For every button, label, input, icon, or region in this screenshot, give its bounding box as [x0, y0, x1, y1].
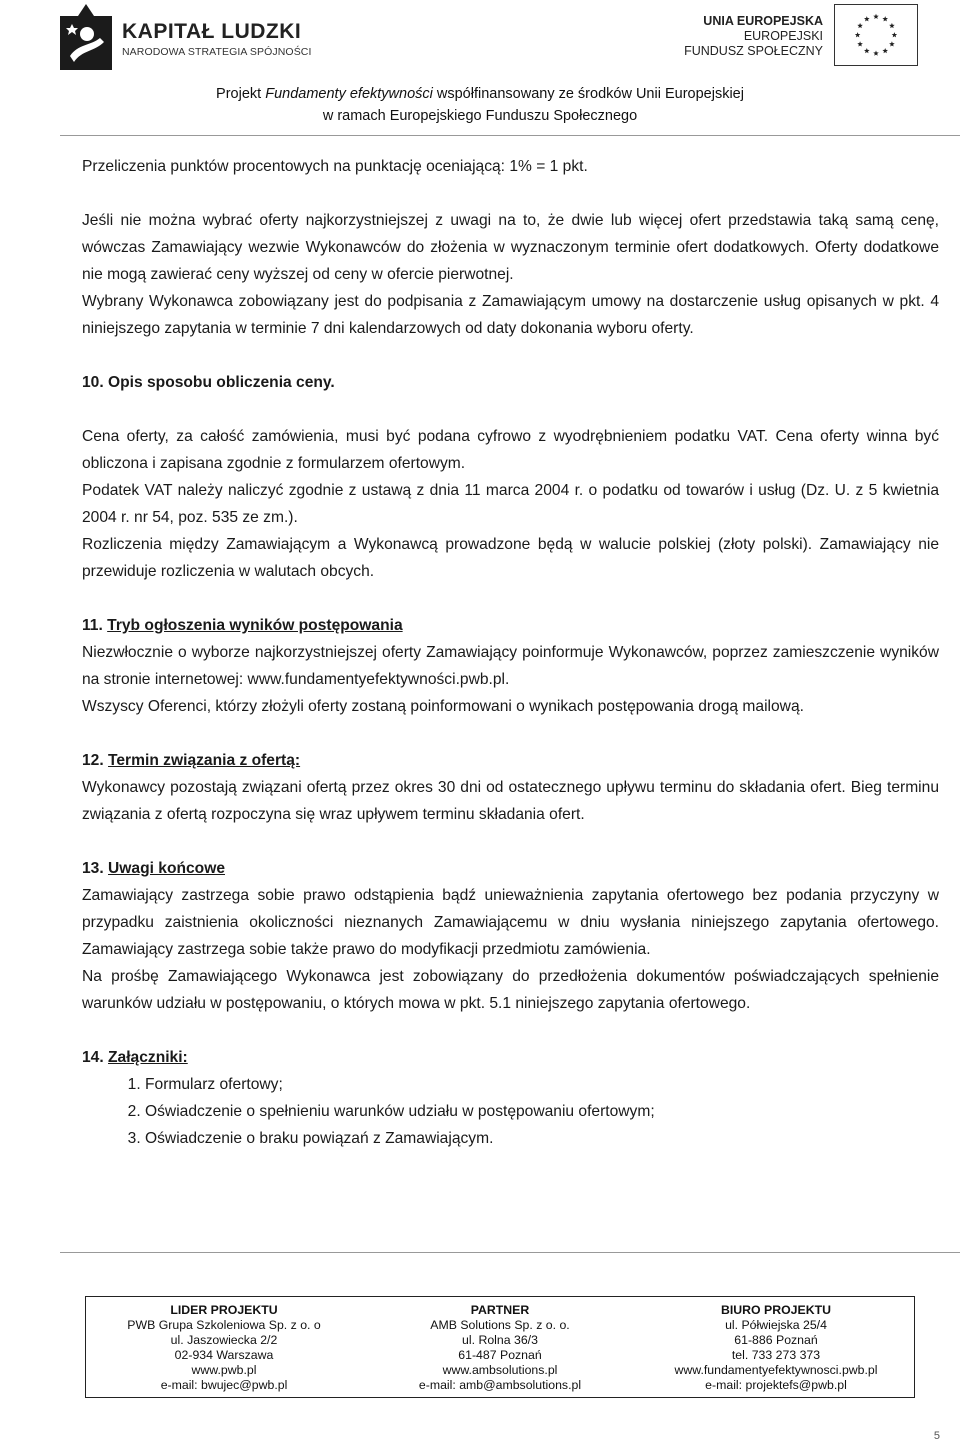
- paragraph-conversion: Przeliczenia punktów procentowych na punktację oceniającą: 1% = 1 pkt.: [82, 158, 588, 175]
- paragraph-contract: Wybrany Wykonawca zobowiązany jest do podpisania z Zamawiającym umowy na dostarczenie usług opisanych w pkt. 4 niniejszego zapytania w terminie 7 dni kalendarzowych od daty dokonania wyboru oferty.: [82, 293, 939, 337]
- section-10-paragraph-1: Cena oferty, za całość zamówienia, musi być podana cyfrowo z wyodrębnieniem podatku VAT. Cena oferty winna być obliczona i zapisana zgodnie z formularzem ofertowym.: [82, 428, 939, 472]
- footer-line: AMB Solutions Sp. z o. o.: [430, 1318, 570, 1332]
- footer-divider: [60, 1252, 960, 1253]
- footer-email[interactable]: e-mail: projektefs@pwb.pl: [705, 1378, 847, 1392]
- section-10-paragraph-2: Podatek VAT należy naliczyć zgodnie z ustawą z dnia 11 marca 2004 r. o podatku od towarów i usług (Dz. U. z 5 kwietnia 2004 r. nr 54, poz. 535 ze zm.).: [82, 482, 939, 526]
- kapital-ludzki-title: KAPITAŁ LUDZKI: [122, 20, 302, 43]
- eu-star-icon: [857, 23, 863, 28]
- eu-star-icon: [882, 16, 888, 21]
- section-12-heading: 12. Termin związania z ofertą:: [82, 752, 301, 769]
- footer-line: ul. Jaszowiecka 2/2: [170, 1333, 278, 1347]
- eu-star-icon: [889, 23, 895, 28]
- eu-star-icon: [864, 48, 870, 53]
- footer-line: PWB Grupa Szkoleniowa Sp. z o. o: [127, 1318, 321, 1332]
- section-10-paragraph-3: Rozliczenia między Zamawiającym a Wykonawcą prowadzone będą w walucie polskiej (złoty polski). Zamawiający nie przewiduje rozliczenia w walutach obcych.: [82, 536, 939, 580]
- section-11-title: Tryb ogłoszenia wyników postępowania: [107, 617, 403, 634]
- project-line-2: w ramach Europejskiego Funduszu Społecznego: [322, 108, 638, 124]
- footer-line: 02-934 Warszawa: [174, 1348, 274, 1362]
- eu-line2: EUROPEJSKI: [743, 29, 823, 43]
- footer-line: ul. Półwiejska 25/4: [725, 1318, 827, 1332]
- footer-col-title: LIDER PROJEKTU: [170, 1303, 278, 1317]
- footer-line: 61-886 Poznań: [734, 1333, 818, 1347]
- eu-star-icon: [857, 41, 863, 46]
- page-number: 5: [933, 1430, 940, 1442]
- eu-line3: FUNDUSZ SPOŁECZNY: [684, 44, 823, 58]
- kapital-ludzki-emblem-icon: [60, 4, 112, 70]
- project-name: Fundamenty efektywności: [265, 86, 433, 102]
- footer-line: 61-487 Poznań: [458, 1348, 542, 1362]
- kapital-ludzki-subtitle: NARODOWA STRATEGIA SPÓJNOŚCI: [122, 46, 312, 58]
- document-body: [82, 153, 939, 1152]
- header-divider: [60, 135, 960, 136]
- section-10-title: 10. Opis sposobu obliczenia ceny.: [82, 374, 335, 391]
- attachment-item: 3. Oświadczenie o braku powiązań z Zamawiającym.: [145, 1125, 939, 1152]
- footer-link[interactable]: www.pwb.pl: [191, 1363, 257, 1377]
- page-header: [0, 0, 960, 140]
- section-12-paragraph-1: Wykonawcy pozostają związani ofertą przez okres 30 dni od ostatecznego upływu terminu do składania ofert. Bieg terminu związania z ofertą rozpoczyna się wraz upływem terminu składania ofert.: [82, 779, 939, 823]
- eu-star-icon: [873, 14, 879, 19]
- section-11-paragraph-2: Wszyscy Oferenci, którzy złożyli oferty zostaną poinformowani o wynikach postępowania drogą mailową.: [82, 698, 804, 715]
- footer-partner: [362, 1297, 638, 1397]
- section-11-heading: 11. Tryb ogłoszenia wyników postępowania: [82, 617, 403, 634]
- section-14-heading: 14. Załączniki:: [82, 1049, 188, 1066]
- footer-biuro-projektu: [638, 1297, 914, 1397]
- eu-star-icon: [855, 32, 861, 37]
- footer-box: [85, 1296, 915, 1398]
- footer-line: ul. Rolna 36/3: [462, 1333, 538, 1347]
- project-line-1: Projekt Fundamenty efektywności współfinansowany ze środków Unii Europejskiej: [216, 86, 744, 102]
- section-13-paragraph-2: Na prośbę Zamawiającego Wykonawca jest zobowiązany do przedłożenia dokumentów poświadczających spełnienie warunków udziału w postępowaniu, o których mowa w pkt. 5.1 niniejszego zapytania ofertowego.: [82, 968, 939, 1012]
- eu-star-icon: [864, 16, 870, 21]
- eu-line1: UNIA EUROPEJSKA: [703, 14, 823, 28]
- attachments-list: [82, 1071, 939, 1152]
- eu-logo: [684, 4, 918, 68]
- kapital-ludzki-logo: [60, 4, 312, 72]
- footer-lider-projektu: [86, 1297, 362, 1397]
- footer-email[interactable]: e-mail: bwujec@pwb.pl: [160, 1378, 288, 1392]
- footer-line: tel. 733 273 373: [731, 1348, 821, 1362]
- footer-email[interactable]: e-mail: amb@ambsolutions.pl: [418, 1378, 582, 1392]
- attachment-item: 1. Formularz ofertowy;: [145, 1071, 939, 1098]
- section-13-heading: 13. Uwagi końcowe: [82, 860, 225, 877]
- paragraph-equal-price: Jeśli nie można wybrać oferty najkorzystniejszej z uwagi na to, że dwie lub więcej ofert przedstawia taką samą cenę, wówczas Zamawiający wezwie Wykonawców do złożenia w wyznaczonym terminie ofert dodatkowych. Oferty dodatkowe nie mogą zawierać ceny wyższej od ceny w ofercie pierwotnej.: [82, 212, 939, 283]
- eu-star-icon: [882, 48, 888, 53]
- section-12-title: Termin związania z ofertą:: [108, 752, 301, 769]
- section-13-title: Uwagi końcowe: [108, 860, 225, 877]
- eu-star-icon: [892, 32, 898, 37]
- eu-flag-icon: [834, 4, 918, 66]
- section-13-paragraph-1: Zamawiający zastrzega sobie prawo odstąpienia bądź unieważnienia zapytania ofertowego bez podania przyczyny w przypadku zaistnienia okoliczności nieznanych Zamawiającemu w dniu wysłania niniejszego zapytania ofertowego. Zamawiający zastrzega sobie także prawo do modyfikacji przedmiotu zamówienia.: [82, 887, 939, 958]
- section-14-title: Załączniki:: [108, 1049, 188, 1066]
- eu-logo-text: [684, 14, 823, 59]
- footer-col-title: PARTNER: [470, 1303, 530, 1317]
- eu-star-icon: [889, 41, 895, 46]
- footer-col-title: BIURO PROJEKTU: [721, 1303, 831, 1317]
- section-11-paragraph-1: Niezwłocznie o wyborze najkorzystniejszej oferty Zamawiający poinformuje Wykonawców, poprzez zamieszczenie wyników na stronie internetowej: www.fundamentyefektywności.pwb.pl.: [82, 644, 939, 688]
- attachment-item: 2. Oświadczenie o spełnieniu warunków udziału w postępowaniu ofertowym;: [145, 1098, 939, 1125]
- footer-link[interactable]: www.fundamentyefektywnosci.pwb.pl: [674, 1363, 878, 1377]
- eu-star-icon: [873, 50, 879, 55]
- footer-link[interactable]: www.ambsolutions.pl: [442, 1363, 558, 1377]
